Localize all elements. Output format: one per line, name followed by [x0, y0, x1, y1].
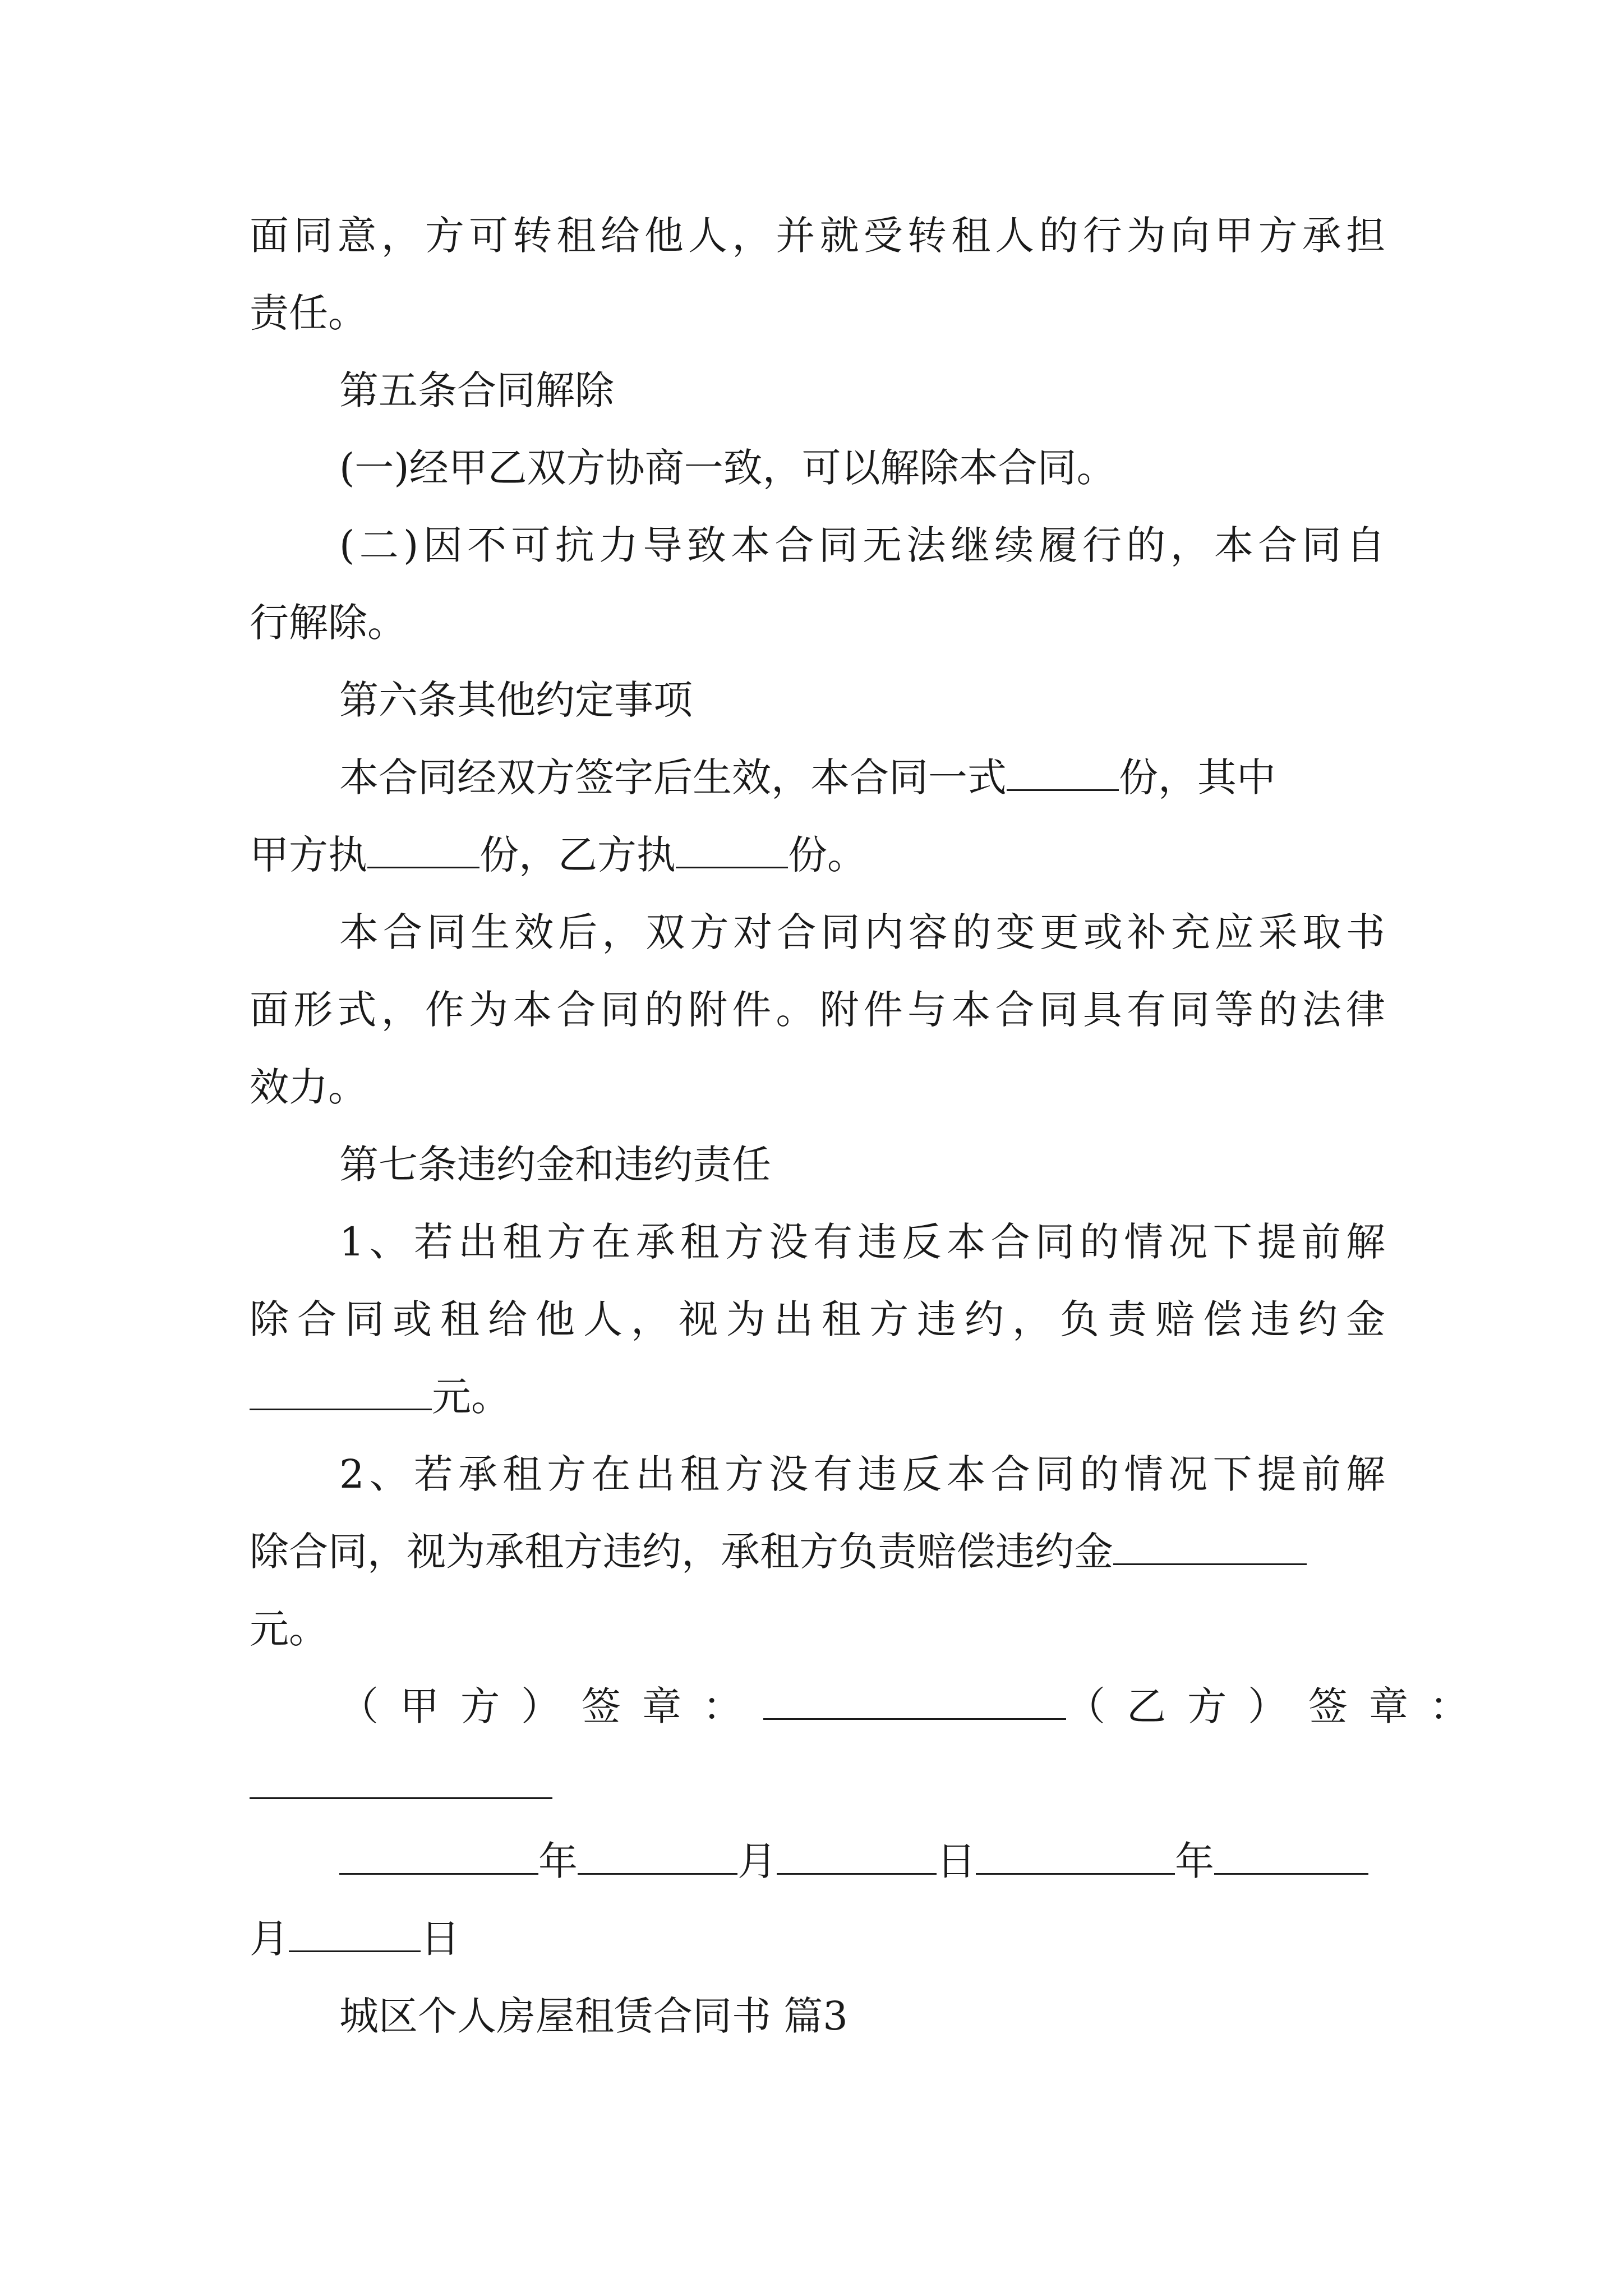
section-heading: 第七条违约金和违约责任 [339, 1142, 771, 1188]
text-segment: 元。 [432, 1374, 510, 1420]
fill-blank [289, 1918, 421, 1952]
section-heading: 第五条合同解除 [339, 367, 614, 413]
fill-blank [578, 1841, 737, 1875]
paragraph-line: 本合同生效后，双方对合同内容的变更或补充应采取书 [339, 909, 1385, 955]
text-segment: 本合同经双方签字后生效，本合同一式 [339, 754, 1007, 800]
signature-line [339, 1683, 1490, 1729]
paragraph-line: 除合同或租给他人，视为出租方违约，负责赔偿违约金 [250, 1296, 1385, 1342]
date-line [250, 1916, 1385, 1961]
date-month-label: 月 [737, 1838, 777, 1884]
paragraph-line: 效力。 [250, 1064, 367, 1110]
fill-blank [1113, 1531, 1307, 1565]
paragraph-line: (一)经甲乙双方协商一致，可以解除本合同。 [339, 445, 1116, 491]
paragraph-line: 行解除。 [250, 600, 407, 646]
fill-blank [367, 834, 479, 868]
paragraph-line [250, 1374, 1385, 1419]
fill-blank [339, 1841, 538, 1875]
paragraph-line: 2、若承租方在出租方没有违反本合同的情况下提前解 [339, 1451, 1385, 1497]
fill-blank [777, 1841, 937, 1875]
fill-blank [976, 1841, 1175, 1875]
paragraph-line: (二)因不可抗力导致本合同无法继续履行的，本合同自 [339, 522, 1385, 568]
paragraph-line: 元。 [250, 1606, 328, 1652]
text-segment: 除合同，视为承租方违约，承租方负责赔偿违约金 [250, 1529, 1113, 1575]
date-day-label: 日 [421, 1916, 460, 1962]
text-segment: 份。 [788, 832, 866, 878]
paragraph-line: 责任。 [250, 290, 367, 336]
paragraph-line: 面形式，作为本合同的附件。附件与本合同具有同等的法律 [250, 987, 1385, 1033]
party-a-signature-label: （甲方）签章： [339, 1683, 763, 1729]
paragraph-line [250, 832, 1385, 877]
text-segment: 份，乙方执 [479, 832, 676, 878]
document-title: 城区个人房屋租赁合同书 篇3 [339, 1993, 848, 2039]
paragraph-line: 面同意，方可转租给他人，并就受转租人的行为向甲方承担 [250, 213, 1385, 259]
date-year-label: 年 [1175, 1838, 1214, 1884]
text-segment: 份，其中 [1119, 754, 1276, 800]
party-b-signature-label: （乙方）签章： [1066, 1683, 1490, 1729]
date-month-label: 月 [250, 1916, 289, 1962]
party-b-signature-blank [250, 1797, 552, 1799]
date-line [339, 1839, 1385, 1884]
date-year-label: 年 [538, 1838, 578, 1884]
paragraph-line [250, 1529, 1385, 1574]
party-a-signature-blank [763, 1686, 1066, 1720]
fill-blank [1007, 757, 1119, 791]
fill-blank [250, 1376, 432, 1410]
date-day-label: 日 [937, 1838, 976, 1884]
text-segment: 甲方执 [250, 832, 367, 878]
paragraph-line [339, 755, 1385, 800]
fill-blank [676, 834, 788, 868]
paragraph-line: 1、若出租方在承租方没有违反本合同的情况下提前解 [339, 1219, 1385, 1265]
fill-blank [1214, 1841, 1368, 1875]
section-heading: 第六条其他约定事项 [339, 677, 693, 723]
